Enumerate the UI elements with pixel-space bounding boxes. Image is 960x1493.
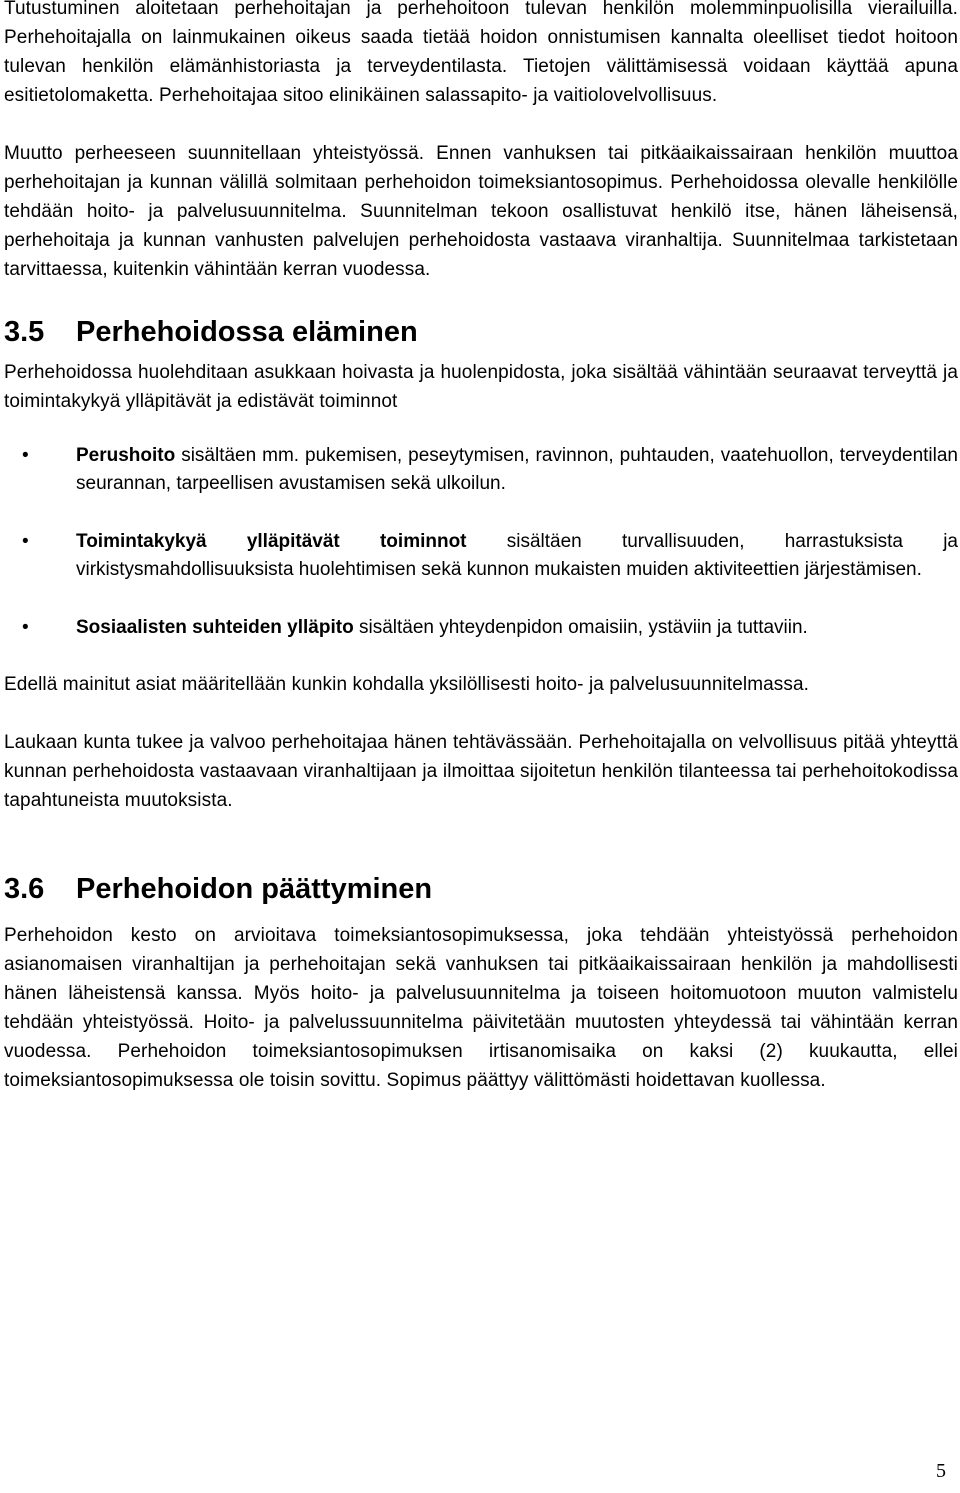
list-item-text: sisältäen turvallisuuden, harrastuksista ja virkistysmahdollisuuksista huolehtimisen sekä kunnon mukaisten muiden aktiviteettien järjestämisen. [76, 531, 958, 580]
section-3-6-number: 3.6 [4, 873, 45, 905]
section-3-5-lead: Perhehoidossa huolehditaan asukkaan hoivasta ja huolenpidosta, joka sisältää vähintään seuraavat terveyttä ja toimintakykyä ylläpitävät ja edistävät toiminnot [4, 362, 958, 412]
list-item-bold: Perushoito [76, 445, 176, 466]
document-page [4, 0, 958, 1095]
page-number: 5 [936, 1460, 946, 1482]
list-item [4, 528, 958, 584]
list-item-text: sisältäen yhteydenpidon omaisiin, ystäviin ja tuttaviin. [353, 617, 808, 638]
bullet-icon: • [22, 617, 29, 638]
list-item-text: sisältäen mm. pukemisen, peseytymisen, ravinnon, puhtauden, vaatehuollon, terveydentilan seurannan, tarpeellisen avustamisen sekä ulkoilun. [76, 445, 958, 494]
section-3-6-heading [4, 871, 958, 907]
list-item-bold: Toimintakykyä ylläpitävät toiminnot [76, 531, 467, 552]
care-activities-list [4, 442, 958, 642]
list-item-bold: Sosiaalisten suhteiden ylläpito [76, 617, 354, 638]
section-3-5-paragraph-after-2: Laukaan kunta tukee ja valvoo perhehoitajaa hänen tehtävässään. Perhehoitajalla on velvollisuus pitää yhteyttä kunnan perhehoidosta vastaavaan viranhaltijaan ja ilmoittaa sijoitetun henkilön tilanteessa tai perhehoitokodissa tapahtuneista muutoksista. [4, 732, 958, 811]
bullet-icon: • [22, 445, 29, 466]
bullet-icon: • [22, 531, 29, 552]
section-3-5-paragraph-after-1: Edellä mainitut asiat määritellään kunkin kohdalla yksilöllisesti hoito- ja palvelusuunnitelmassa. [4, 674, 810, 695]
section-3-5-number: 3.5 [4, 316, 45, 348]
section-3-5-title: Perhehoidossa eläminen [76, 316, 418, 348]
intro-paragraph-2: Muutto perheeseen suunnitellaan yhteistyössä. Ennen vanhuksen tai pitkäaikaissairaan henkilön muuttoa perhehoitajan ja kunnan välillä solmitaan perhehoidon toimeksiantosopimus. Perhehoidossa olevalle henkilölle tehdään hoito- ja palvelusuunnitelma. Suunnitelman tekoon osallistuvat henkilö itse, hänen läheisensä, perhehoitaja ja kunnan vanhusten palvelujen perhehoidosta vastaava viranhaltija. Suunnitelmaa tarkistetaan tarvittaessa, kuitenkin vähintään kerran vuodessa. [4, 143, 958, 280]
section-3-6-body: Perhehoidon kesto on arvioitava toimeksiantosopimuksessa, joka tehdään yhteistyössä perhehoidon asianomaisen viranhaltijan ja perhehoitajan sekä vanhuksen tai pitkäaikaissairaan henkilön ja mahdollisesti hänen läheistensä kanssa. Myös hoito- ja palvelusuunnitelma ja toiseen hoitomuotoon muuton valmistelu tehdään yhteistyössä. Hoito- ja palvelussuunnitelma päivitetään muutosten yhteydessä tai vähintään kerran vuodessa. Perhehoidon toimeksiantosopimuksen irtisanomisaika on kaksi (2) kuukautta, ellei toimeksiantosopimuksessa ole toisin sovittu. Sopimus päättyy välittömästi hoidettavan kuollessa. [4, 925, 958, 1091]
section-3-5-heading [4, 314, 958, 350]
list-item [4, 614, 958, 642]
section-3-6-title: Perhehoidon päättyminen [76, 873, 433, 905]
intro-paragraph-1: Tutustuminen aloitetaan perhehoitajan ja perhehoitoon tulevan henkilön molemminpuolisilla vierailuilla. Perhehoitajalla on lainmukainen oikeus saada tietää hoidon onnistumisen kannalta oleelliset tiedot hoitoon tulevan henkilön elämänhistoriasta ja terveydentilasta. Tietojen välittämisessä voidaan käyttää apuna esitietolomaketta. Perhehoitajaa sitoo elinikäinen salassapito- ja vaitiolovelvollisuus. [4, 0, 958, 106]
list-item [4, 442, 958, 498]
